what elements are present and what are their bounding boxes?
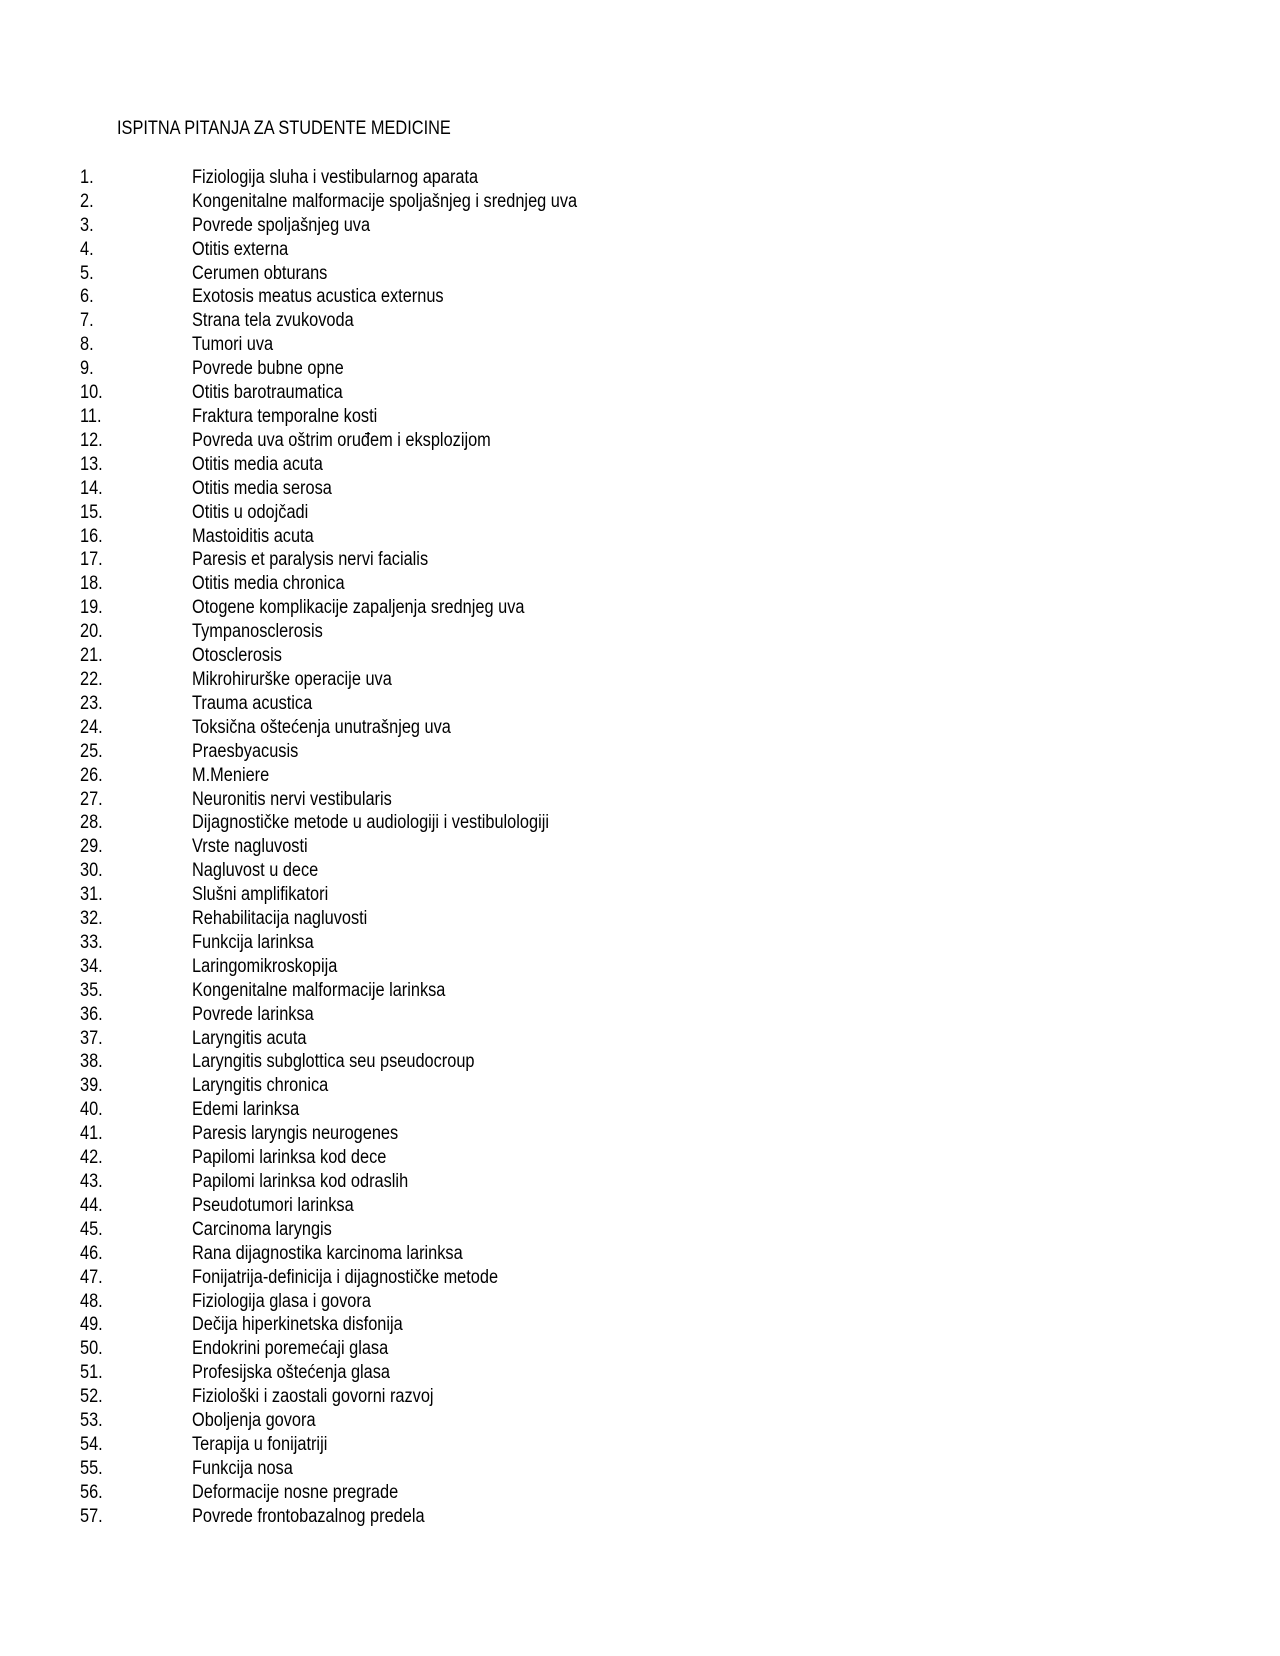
question-text: Rana dijagnostika karcinoma larinksa [192, 1242, 463, 1264]
question-text: Fonijatrija-definicija i dijagnostičke metode [192, 1266, 499, 1288]
question-text: Mikrohirurške operacije uva [192, 668, 392, 690]
question-text: Edemi larinksa [192, 1099, 300, 1121]
question-text: Strana tela zvukovoda [192, 310, 354, 332]
question-number: 45. [80, 1218, 103, 1240]
question-number: 18. [80, 573, 103, 595]
question-number: 2. [80, 190, 94, 212]
question-text: Papilomi larinksa kod dece [192, 1147, 387, 1169]
question-number: 35. [80, 979, 103, 1001]
question-text: Tympanosclerosis [192, 621, 323, 643]
list-item [80, 1266, 640, 1290]
question-text: Exotosis meatus acustica externus [192, 286, 444, 308]
question-text: Deformacije nosne pregrade [192, 1481, 399, 1503]
list-item [80, 381, 640, 405]
list-item [80, 764, 640, 788]
list-item [80, 1003, 640, 1027]
question-number: 47. [80, 1266, 103, 1288]
list-item [80, 1146, 640, 1170]
question-text: Otitis media chronica [192, 573, 345, 595]
list-item [80, 572, 640, 596]
list-item [80, 1409, 640, 1433]
list-item [80, 1337, 640, 1361]
question-text: Funkcija nosa [192, 1457, 293, 1479]
question-number: 15. [80, 501, 103, 523]
question-number: 40. [80, 1099, 103, 1121]
list-item [80, 668, 640, 692]
question-text: Nagluvost u dece [192, 860, 319, 882]
question-text: Slušni amplifikatori [192, 884, 329, 906]
question-text: Toksična oštećenja unutrašnjeg uva [192, 716, 451, 738]
question-text: Laringomikroskopija [192, 955, 338, 977]
question-number: 38. [80, 1051, 103, 1073]
question-text: Pseudotumori larinksa [192, 1194, 354, 1216]
question-text: Povrede frontobazalnog predela [192, 1505, 425, 1527]
question-number: 31. [80, 884, 103, 906]
list-item [80, 190, 640, 214]
question-text: Neuronitis nervi vestibularis [192, 788, 392, 810]
question-text: Otogene komplikacije zapaljenja srednjeg uva [192, 597, 525, 619]
question-number: 22. [80, 668, 103, 690]
question-text: Otitis u odojčadi [192, 501, 309, 523]
list-item [80, 644, 640, 668]
question-number: 30. [80, 860, 103, 882]
list-item [80, 1314, 640, 1338]
question-text: Laryngitis acuta [192, 1027, 307, 1049]
question-number: 20. [80, 621, 103, 643]
question-text: Otitis media acuta [192, 453, 323, 475]
list-item [80, 1505, 640, 1529]
question-number: 53. [80, 1410, 103, 1432]
list-item [80, 811, 640, 835]
question-text: Dijagnostičke metode u audiologiji i vestibulologiji [192, 812, 549, 834]
question-text: Cerumen obturans [192, 262, 328, 284]
question-number: 5. [80, 262, 94, 284]
question-number: 11. [80, 406, 102, 428]
question-text: Otitis externa [192, 238, 289, 260]
list-item [80, 979, 640, 1003]
question-text: Fraktura temporalne kosti [192, 406, 378, 428]
list-item [80, 740, 640, 764]
question-number: 23. [80, 692, 103, 714]
question-number: 46. [80, 1242, 103, 1264]
list-item [80, 907, 640, 931]
question-number: 54. [80, 1433, 103, 1455]
question-number: 42. [80, 1147, 103, 1169]
list-item [80, 859, 640, 883]
question-number: 37. [80, 1027, 103, 1049]
list-item [80, 1481, 640, 1505]
question-number: 49. [80, 1314, 103, 1336]
list-item [80, 620, 640, 644]
question-number: 34. [80, 955, 103, 977]
question-text: Paresis et paralysis nervi facialis [192, 549, 429, 571]
question-text: Kongenitalne malformacije larinksa [192, 979, 446, 1001]
list-item [80, 1385, 640, 1409]
question-number: 39. [80, 1075, 103, 1097]
list-item [80, 1242, 640, 1266]
page-title: ISPITNA PITANJA ZA STUDENTE MEDICINE [117, 118, 451, 139]
question-text: Tumori uva [192, 334, 274, 356]
question-number: 50. [80, 1338, 103, 1360]
question-number: 16. [80, 525, 103, 547]
list-item [80, 549, 640, 573]
list-item [80, 596, 640, 620]
question-text: M.Meniere [192, 764, 270, 786]
question-text: Paresis laryngis neurogenes [192, 1123, 399, 1145]
question-text: Funkcija larinksa [192, 931, 314, 953]
question-number: 52. [80, 1386, 103, 1408]
list-item [80, 1290, 640, 1314]
list-item [80, 1074, 640, 1098]
list-item [80, 1027, 640, 1051]
question-number: 27. [80, 788, 103, 810]
list-item [80, 333, 640, 357]
question-text: Vrste nagluvosti [192, 836, 308, 858]
question-number: 36. [80, 1003, 103, 1025]
list-item [80, 1098, 640, 1122]
question-text: Mastoiditis acuta [192, 525, 314, 547]
question-number: 44. [80, 1194, 103, 1216]
question-number: 6. [80, 286, 94, 308]
question-text: Rehabilitacija nagluvosti [192, 908, 368, 930]
question-list [80, 166, 640, 1529]
question-number: 24. [80, 716, 103, 738]
question-number: 33. [80, 931, 103, 953]
question-number: 28. [80, 812, 103, 834]
question-number: 14. [80, 477, 103, 499]
list-item [80, 883, 640, 907]
question-text: Povreda uva oštrim oruđem i eksplozijom [192, 429, 491, 451]
question-text: Povrede spoljašnjeg uva [192, 214, 371, 236]
list-item [80, 1051, 640, 1075]
question-number: 8. [80, 334, 94, 356]
list-item [80, 477, 640, 501]
list-item [80, 1433, 640, 1457]
list-item [80, 1170, 640, 1194]
question-number: 12. [80, 429, 103, 451]
list-item [80, 166, 640, 190]
question-text: Dečija hiperkinetska disfonija [192, 1314, 403, 1336]
list-item [80, 262, 640, 286]
question-number: 48. [80, 1290, 103, 1312]
question-text: Fiziologija sluha i vestibularnog aparata [192, 166, 479, 188]
list-item [80, 405, 640, 429]
question-number: 1. [80, 166, 94, 188]
question-text: Endokrini poremećaji glasa [192, 1338, 389, 1360]
question-text: Laryngitis subglottica seu pseudocroup [192, 1051, 475, 1073]
question-text: Trauma acustica [192, 692, 313, 714]
question-text: Praesbyacusis [192, 740, 299, 762]
list-item [80, 525, 640, 549]
question-number: 43. [80, 1171, 103, 1193]
list-item [80, 1218, 640, 1242]
question-number: 41. [80, 1123, 103, 1145]
question-text: Papilomi larinksa kod odraslih [192, 1171, 409, 1193]
question-text: Otosclerosis [192, 645, 282, 667]
question-number: 13. [80, 453, 103, 475]
list-item [80, 955, 640, 979]
list-item [80, 931, 640, 955]
question-text: Povrede bubne opne [192, 358, 344, 380]
question-number: 26. [80, 764, 103, 786]
list-item [80, 286, 640, 310]
question-number: 29. [80, 836, 103, 858]
question-text: Laryngitis chronica [192, 1075, 329, 1097]
list-item [80, 1457, 640, 1481]
list-item [80, 357, 640, 381]
list-item [80, 692, 640, 716]
question-number: 57. [80, 1505, 103, 1527]
question-text: Kongenitalne malformacije spoljašnjeg i srednjeg uva [192, 190, 578, 212]
question-number: 21. [80, 645, 103, 667]
question-text: Fiziološki i zaostali govorni razvoj [192, 1386, 434, 1408]
question-text: Otitis barotraumatica [192, 382, 343, 404]
question-number: 10. [80, 382, 103, 404]
list-item [80, 1194, 640, 1218]
question-number: 7. [80, 310, 94, 332]
question-text: Povrede larinksa [192, 1003, 314, 1025]
list-item [80, 1361, 640, 1385]
question-text: Carcinoma laryngis [192, 1218, 332, 1240]
list-item [80, 453, 640, 477]
question-text: Profesijska oštećenja glasa [192, 1362, 391, 1384]
question-text: Oboljenja govora [192, 1410, 316, 1432]
list-item [80, 238, 640, 262]
question-number: 51. [80, 1362, 103, 1384]
list-item [80, 835, 640, 859]
question-text: Otitis media serosa [192, 477, 332, 499]
question-number: 4. [80, 238, 94, 260]
list-item [80, 501, 640, 525]
list-item [80, 788, 640, 812]
question-number: 55. [80, 1457, 103, 1479]
question-number: 3. [80, 214, 94, 236]
question-number: 32. [80, 908, 103, 930]
list-item [80, 429, 640, 453]
list-item [80, 214, 640, 238]
list-item [80, 309, 640, 333]
question-number: 25. [80, 740, 103, 762]
question-number: 56. [80, 1481, 103, 1503]
question-text: Terapija u fonijatriji [192, 1433, 328, 1455]
question-number: 17. [80, 549, 103, 571]
list-item [80, 716, 640, 740]
question-text: Fiziologija glasa i govora [192, 1290, 371, 1312]
question-number: 19. [80, 597, 103, 619]
question-number: 9. [80, 358, 94, 380]
list-item [80, 1122, 640, 1146]
